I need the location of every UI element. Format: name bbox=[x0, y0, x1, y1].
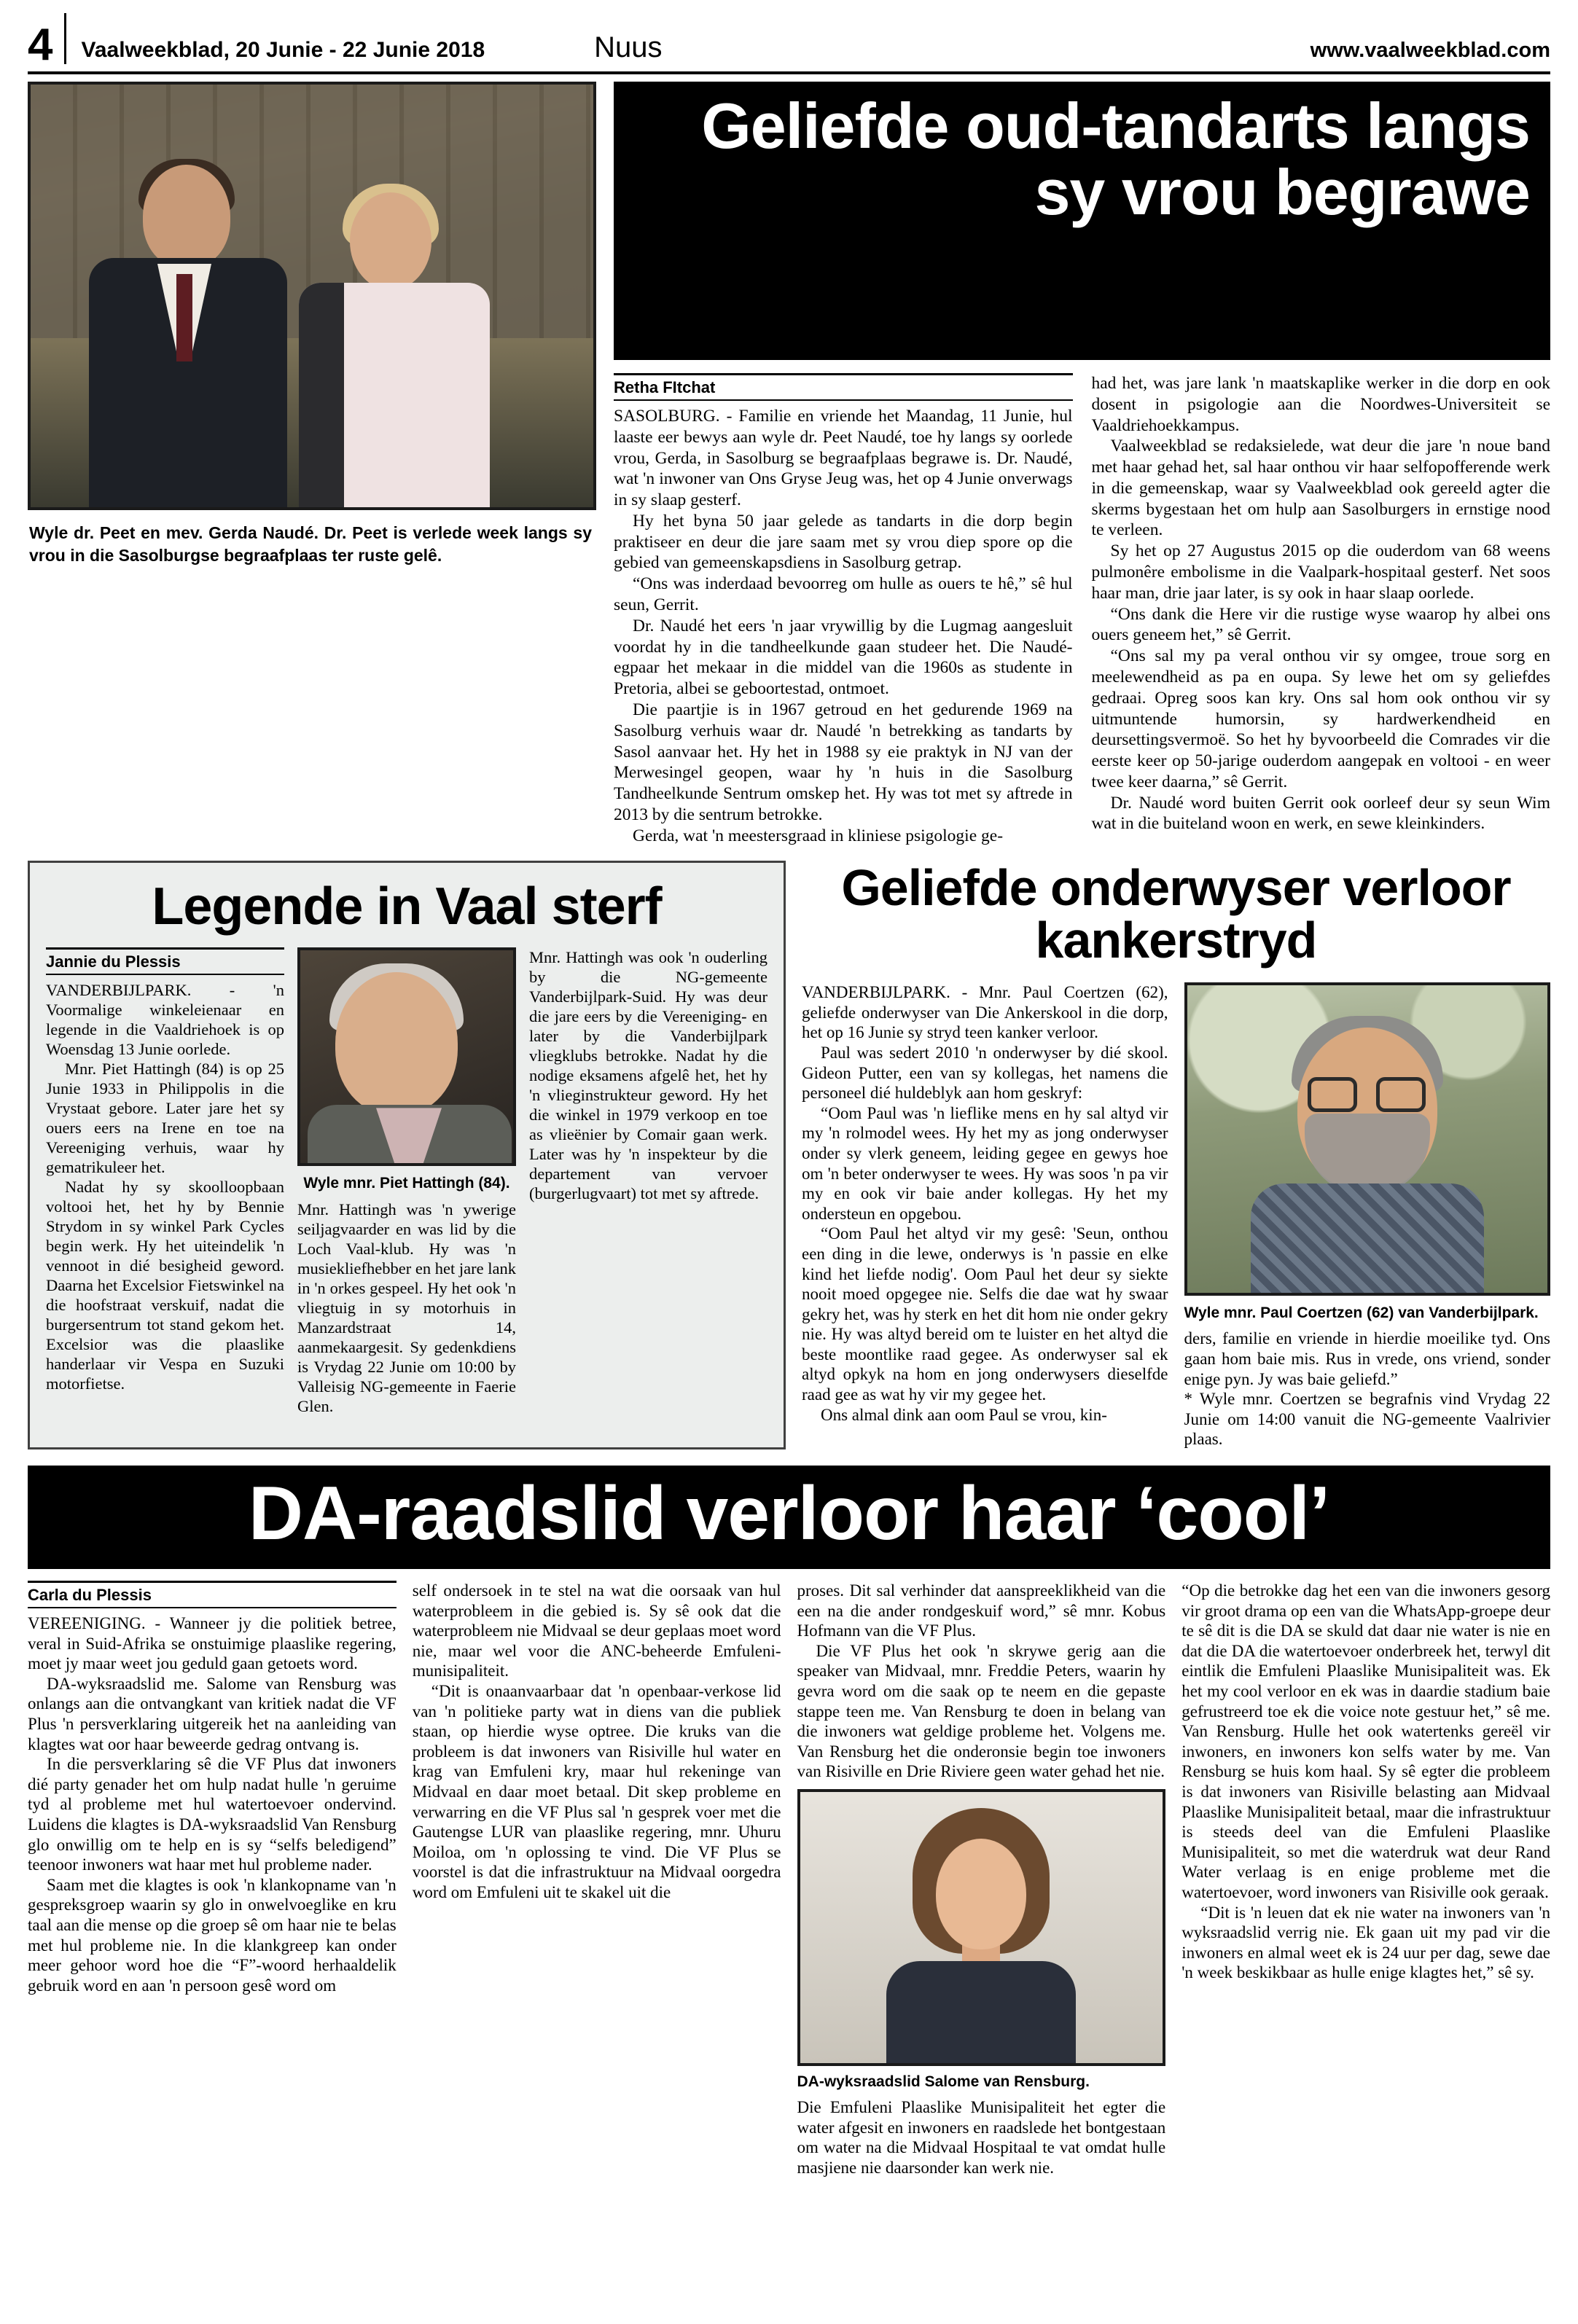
top-story-headline: Geliefde oud-tandarts langs sy vrou begrawe bbox=[614, 82, 1550, 360]
bottom-column-3 bbox=[797, 1581, 1166, 2178]
paragraph: VANDERBIJLPARK. - 'n Voormalige winkeleienaar en legende in die Vaaldriehoek is op Woensdag 13 Junie oorlede. bbox=[46, 981, 284, 1059]
paragraph: “Ons sal my pa veral onthou vir sy omgee, troue sorg en meelewendheid as pa en oupa. Sy lewe het om sy geliefdes gedraai. Opreg soos kan kry. Ons sal hom ook onthou vir sy uitmuntende humorsin, sy hardwerkendheid en deursettingsvermoë. So het hy byvoorbeeld die Comrades vir die eerste keer op 50-jarige ouderdom aangepak en voltooi - en weer twee keer daarna,” sê Gerrit. bbox=[1091, 646, 1550, 791]
bottom-story bbox=[28, 1581, 1550, 2178]
paragraph: self ondersoek in te stel na wat die oorsaak van hul waterprobleem in die gebied is. Sy sê ook dat die waterprobleem nie Midvaal se deur geplaas moet word nie, maar wel voor die ANC-beheerde Emfuleni-munisipaliteit. bbox=[412, 1581, 781, 1681]
photo-salome-van-rensburg bbox=[797, 1789, 1166, 2066]
paragraph: Nadat hy sy skoolloopbaan voltooi het, het hy by Bennie Strydom in sy winkel Park Cycles begin werk. Hy het uiteindelik 'n vennoot in dié besigheid geword. Daarna het Excelsior Fietswinkel na die hoofstraat verskuif, nadat die burgersentrum tot stand gekom het. Excelsior was die plaaslike handerlaar vir Vespa en Suzuki motorfietse. bbox=[46, 1178, 284, 1393]
top-story-column-1 bbox=[614, 373, 1073, 846]
paragraph: Dr. Naudé het eers 'n jaar vrywillig by die Lugmag aangesluit voordat hy in die tandheelkunde gaan studeer het. Die Naudé-egpaar het mekaar in die middel van die 1960s as studente in Pretoria, albei se geboortestad, ontmoet. bbox=[614, 616, 1073, 699]
byline-retha-fitchat: Retha FItchat bbox=[614, 373, 1073, 401]
paragraph: had het, was jare lank 'n maatskaplike werker in die dorp en ook dosent in psigologie aan die Noordwes-Universiteit se Vaaldriehoekkampus. bbox=[1091, 374, 1550, 435]
paragraph: VEREENIGING. - Wanneer jy die politiek betree, veral in Suid-Afrika se onstuimige plaaslike regering, moet jy maar weet jou geduld gaan getoets word. bbox=[28, 1614, 397, 1673]
photo-caption-naude: Wyle dr. Peet en mev. Gerda Naudé. Dr. Peet is verlede week langs sy vrou in die Sasolburgse begraafplaas ter ruste gelê. bbox=[29, 523, 592, 566]
paragraph: Die Emfuleni Plaaslike Munisipaliteit het egter die water afgesit en inwoners en raadslede het bontgestaan om water na die Midvaal Hospitaal te vat omdat hulle masjiene nie daarsonder kan werk nie. bbox=[797, 2098, 1166, 2178]
paragraph: Vaalweekblad se redaksielede, wat deur die jare 'n noue band met haar gehad het, sal haar onthou vir haar selfopofferende werk in die gemeenskap, waar sy Vaalweekblad ook gereeld agter die skerms bygestaan het om hulp aan Sasolburgers in ernstige nood te verleen. bbox=[1091, 437, 1550, 540]
paragraph: Sy het op 27 Augustus 2015 op die ouderdom van 68 weens pulmonêre embolisme in die Vaalpark-hospitaal gesterf. Net soos haar man, drie jaar later, is sy ook in haar slaap oorlede. bbox=[1091, 541, 1550, 603]
paragraph: Mnr. Piet Hattingh (84) is op 25 Junie 1933 in Philippolis in die Vrystaat gebore. Later jare het sy ouers eers na Irene en toe na Vereeniging verhuis, waar hy gematrikuleer het. bbox=[46, 1060, 284, 1177]
paragraph: “Op die betrokke dag het een van die inwoners gesorg vir groot drama op een van die WhatsApp-groepe deur te sê dit is die DA se skuld dat daar nie water is nie en dat die DA die watertoevoer onderbreek het, terwyl dit eintlik die Emfuleni Plaaslike Munisipaliteit was. Ek het my cool verloor en ek was in daardie stadium baie gefrustreerd toe ek die voice note gestuur het,” sê me. Van Rensburg. Hulle het ook watertenks gereël vir inwoners, en inwoners kon selfs water by me. Van Rensburg se huis kom haal. Sy sê egter die probleem is dat inwoners van Risiville belasting aan Midvaal Plaaslike Munisipaliteit betaal, maar die infrastruktuur is steeds deel van die Emfuleni Plaaslike Munisipaliteit, so met die waterdruk wat deur Rand Water verlaag is en enige probleme met die watertoevoer, word inwoners van Risiville ook geraak. bbox=[1181, 1581, 1550, 1901]
top-story-text bbox=[596, 82, 1550, 846]
hattingh-headline: Legende in Vaal sterf bbox=[152, 877, 662, 936]
coertzen-story bbox=[802, 861, 1550, 1449]
bottom-column-1 bbox=[28, 1581, 397, 2178]
byline-carla-du-plessis: Carla du Plessis bbox=[28, 1581, 397, 1608]
website-url[interactable]: www.vaalweekblad.com bbox=[1310, 39, 1550, 62]
paragraph: ders, familie en vriende in hierdie moeilike tyd. Ons gaan hom baie mis. Rus in vrede, ons vriend, sonder enige pyn. Jy was baie geliefd.” bbox=[1184, 1329, 1550, 1388]
photo-paul-coertzen bbox=[1184, 982, 1551, 1296]
paragraph: * Wyle mnr. Coertzen se begrafnis vind Vrydag 22 Junie om 14:00 vanuit die NG-gemeente Vaalrivier plaas. bbox=[1184, 1390, 1550, 1449]
top-story bbox=[28, 82, 1550, 846]
publication-title: Vaalweekblad, 20 Junie - 22 Junie 2018 bbox=[81, 38, 485, 62]
bottom-column-4 bbox=[1181, 1581, 1550, 2178]
section-title: Nuus bbox=[594, 31, 663, 63]
coertzen-column-2 bbox=[1184, 982, 1551, 1449]
paragraph: Mnr. Hattingh was 'n ywerige seiljagvaarder en was lid by die Loch Vaal-klub. Hy was 'n musiekliefhebber en het jare lank in 'n orkes gespeel. Hy het ook 'n vliegtuig in sy motorhuis in Manzardstraat 14, aanmekaargesit. Sy gedenkdiens is Vrydag 22 Junie om 10:00 by Valleisig NG-gemeente in Faerie Glen. bbox=[297, 1200, 516, 1415]
paragraph: Die paartjie is in 1967 getroud en het gedurende 1969 na Sasolburg verhuis waar dr. Naudé 'n betrekking as tandarts by Sasol aanvaar het. Hy het in 1988 sy eie praktyk in NJ van der Merwesingel geopen, waar hy 'n huis in die Sasolburg Tandheelkunde Sentrum omskep het. Hy was tot met sy aftrede in 2013 by die sentrum betrokke. bbox=[614, 700, 1073, 824]
hattingh-photo-column bbox=[297, 947, 516, 1415]
paragraph: DA-wyksraadslid me. Salome van Rensburg was onlangs aan die ontvangkant van kritiek nadat die VF Plus 'n persverklaring uitgereik het na aanleiding van klagtes wat oor haar beweerde gedrag ontvang is. bbox=[28, 1674, 397, 1753]
photo-caption-salome: DA-wyksraadslid Salome van Rensburg. bbox=[797, 2073, 1090, 2090]
paragraph: Dr. Naudé word buiten Gerrit ook oorleef deur sy seun Wim wat in die buiteland woon en werk, en sewe kleinkinders. bbox=[1091, 793, 1550, 834]
coertzen-headline: Geliefde onderwyser verloor kankerstryd bbox=[841, 859, 1511, 969]
paragraph: Die VF Plus het ook 'n skrywe gerig aan die speaker van Midvaal, mnr. Freddie Peters, waarin hy gevra word om die saak op te neem en die gepaste stappe teen me. Van Rensburg te doen in belang van die inwoners wat geldige probleme het. Volgens me. Van Rensburg het die onderonsie begin toe inwoners van Risiville en Drie Riviere geen water gehad het nie. bbox=[797, 1641, 1166, 1781]
photo-piet-hattingh bbox=[297, 947, 516, 1166]
hattingh-column-1 bbox=[46, 947, 284, 1415]
byline-jannie-du-plessis: Jannie du Plessis bbox=[46, 947, 284, 975]
paragraph: Saam met die klagtes is ook 'n klankopname van 'n gespreksgroep waarin sy glo in onwelvoeglike en kru taal aan die mense op die groep sê om haar nie te belas met hul probleme nie. In die klankgreep kan onder meer gehoor word hoe die “F”-woord herhaaldelik gebruik word en aan 'n persoon gesê word om bbox=[28, 1875, 397, 1995]
paragraph: SASOLBURG. - Familie en vriende het Maandag, 11 Junie, hul laaste eer bewys aan wyle dr. Peet Naudé, toe hy langs sy oorlede vrou, Gerda, in Sasolburg se begraafplaas begrawe is. Dr. Naudé, wat 'n inwoner van Ons Gryse Jeug was, het op 4 Junie onverwags in sy slaap gesterf. bbox=[614, 407, 1073, 510]
paragraph: proses. Dit sal verhinder dat aanspreeklikheid van die een na die ander rondgeskuif word,” sê mnr. Kobus Hofmann van die VF Plus. bbox=[797, 1581, 1166, 1640]
paragraph: VANDERBIJLPARK. - Mnr. Paul Coertzen (62), geliefde onderwyser van Die Ankerskool in die dorp, het op 16 Junie sy stryd teen kanker verloor. bbox=[802, 983, 1168, 1042]
paragraph: Ons almal dink aan oom Paul se vrou, kin- bbox=[821, 1405, 1107, 1424]
paragraph: Paul was sedert 2010 'n onderwyser by dié skool. Gideon Putter, een van sy kollegas, het namens die personeel dié huldeblyk aan hom geskryf: bbox=[802, 1043, 1168, 1103]
paragraph: Mnr. Hattingh was ook 'n ouderling by die NG-gemeente Vanderbijlpark-Suid. Hy was deur die jare eers by die Vereeniging- en later by die Vanderbijlpark vliegklubs betrokke. Nadat hy die nodige eksamens afgelê het, het hy 'n vlieginstrukteur geword. Hy het die winkel in 1979 verkoop en toe as vlieënier by Comair gaan werk. Later was hy 'n inspekteur by die departement van vervoer (burgerlugvaart) tot met sy aftrede. bbox=[529, 948, 767, 1203]
top-story-photo-column bbox=[28, 82, 596, 846]
bottom-story-headline: DA-raadslid verloor haar ‘cool’ bbox=[28, 1466, 1550, 1569]
coertzen-column-1 bbox=[802, 982, 1168, 1449]
bottom-column-2 bbox=[413, 1581, 781, 2178]
paragraph: In die persverklaring sê die VF Plus dat inwoners dié party genader het om hulp nadat hulle 'n geruime tyd al probleme met hul watertoevoer ondervind. Luidens die klagtes is DA-wyksraadslid Van Rensburg glo onwillig om te help en is sy “selfs beledigend” teenoor inwoners wat haar met hul probleme nader. bbox=[28, 1755, 397, 1874]
paragraph: “Ons was inderdaad bevoorreg om hulle as ouers te hê,” sê hul seun, Gerrit. bbox=[614, 574, 1073, 615]
masthead-rule bbox=[28, 71, 1550, 74]
middle-row bbox=[28, 861, 1550, 1449]
paragraph: “Ons dank die Here vir die rustige wyse waarop hy albei ons ouers geneem het,” sê Gerrit. bbox=[1091, 604, 1550, 645]
masthead bbox=[28, 0, 1550, 71]
hattingh-story bbox=[28, 861, 786, 1449]
photo-caption-coertzen: Wyle mnr. Paul Coertzen (62) van Vanderbijlpark. bbox=[1184, 1304, 1539, 1322]
hattingh-column-3 bbox=[529, 947, 767, 1415]
photo-caption-hattingh: Wyle mnr. Piet Hattingh (84). bbox=[303, 1175, 510, 1192]
top-story-column-2 bbox=[1092, 373, 1551, 846]
paragraph: “Oom Paul het altyd vir my gesê: 'Seun, onthou een ding in die lewe, onderwys is 'n passie en elke kind het liefde nodig'. Oom Paul het deur sy siekte nooit moed opgegee nie. Selfs die dae wat hy swaar gekry het, was hy sterk en het dit hom nie onder gekry nie. Hy was altyd bereid om te luister en het altyd die beste moontlike raad gegee. As onderwyser sal ek altyd opkyk na hom en jong onderwysers dieselfde raad gee as wat hy vir my gegee het. bbox=[802, 1224, 1168, 1404]
page-number: 4 bbox=[28, 20, 52, 71]
photo-naude-couple bbox=[28, 82, 596, 510]
paragraph: “Dit is onaanvaarbaar dat 'n openbaar-verkose lid van 'n politieke party wat in diens van die publiek staan, op hierdie wyse optree. Die kruks van die probleem is dat inwoners van Risiville hul water en krag van Emfuleni kry, maar hul rekeninge van Midvaal en daar moet betaal. Dit skep probleme en verwarring en die VF Plus sal 'n gesprek voer met die Gautengse LUR van plaaslike regering, mnr. Uhuru Moiloa, om 'n oplossing te vind. Die VF Plus se voorstel is dat die infrastruktuur na Midvaal oorgedra word om Emfuleni uit te skakel uit die bbox=[412, 1682, 781, 1901]
paragraph: “Oom Paul was 'n lieflike mens en hy sal altyd vir my 'n rolmodel wees. Hy het my as jong onderwyser onder sy vlerk geneem, leiding gegee en gewys hoe om 'n beter onderwyser te wees. Hy was soos 'n pa vir my en ook vir baie ander kollegas. Hy het my ondersteun en opgebou. bbox=[802, 1103, 1168, 1223]
paragraph: Gerda, wat 'n meestersgraad in kliniese psigologie ge- bbox=[633, 826, 1004, 845]
paragraph: “Dit is 'n leuen dat ek nie water na inwoners van 'n wyksraadslid verrig nie. Ek gaan uit my pad vir die inwoners en almal weet ek is 24 uur per dag, sewe dae 'n week beskikbaar as hulle enige klagtes het,” sê sy. bbox=[1181, 1903, 1550, 1982]
paragraph: Hy het byna 50 jaar gelede as tandarts in die dorp begin praktiseer en deur die jare saam met sy vrou diep spore op die gebied van gemeenskapsdiens in Sasolburg getrap. bbox=[614, 511, 1073, 573]
